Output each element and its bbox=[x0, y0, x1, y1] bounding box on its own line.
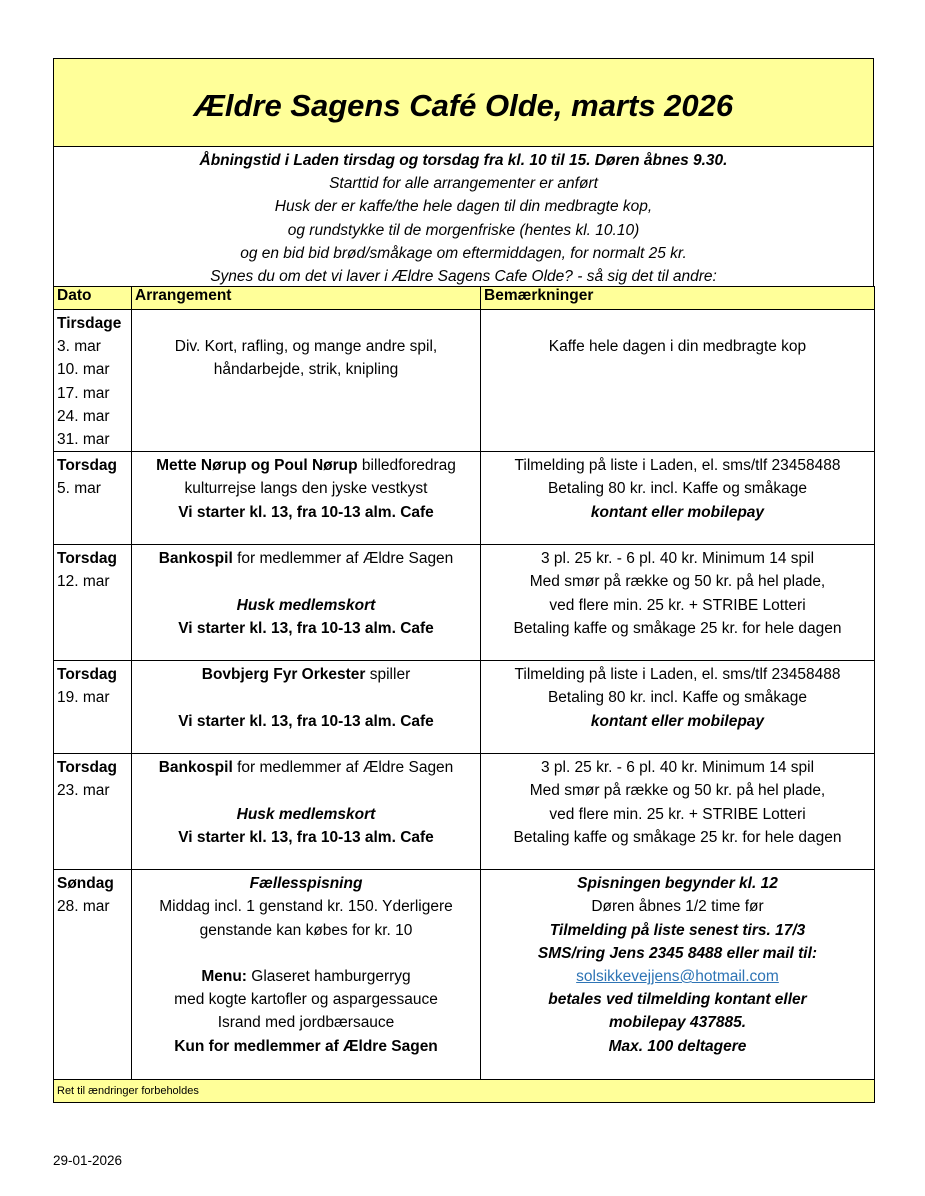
weekday: Søndag bbox=[57, 875, 114, 893]
weekday: Tirsdage bbox=[57, 315, 122, 332]
arrangement-text: Glaseret hamburgerryg bbox=[246, 968, 411, 986]
remark-text: Tilmelding på liste i Laden, el. sms/tlf 23458488 bbox=[514, 666, 841, 684]
date: 10. mar bbox=[57, 361, 110, 379]
footer-row bbox=[54, 1080, 875, 1103]
document-date: 29-01-2026 bbox=[53, 1153, 123, 1168]
arrangement-text: for medlemmer af Ældre Sagen bbox=[232, 550, 454, 568]
remark-text: Max. 100 deltagere bbox=[608, 1037, 747, 1055]
arrangement-text: for medlemmer af Ældre Sagen bbox=[232, 759, 454, 777]
start-time: Vi starter kl. 13, fra 10-13 alm. Cafe bbox=[178, 712, 434, 730]
remark-text: Med smør på række og 50 kr. på hel plade, bbox=[529, 782, 826, 800]
arrangement-cell bbox=[132, 452, 481, 545]
table-row bbox=[54, 545, 875, 661]
event-name: Fællesspisning bbox=[249, 875, 363, 893]
program-sheet bbox=[53, 58, 874, 1103]
arrangement-text: Husk medlemskort bbox=[236, 805, 376, 823]
arrangement-text: Isrand med jordbærsauce bbox=[217, 1014, 395, 1032]
remarks-cell bbox=[481, 310, 875, 452]
date-cell bbox=[54, 545, 132, 661]
arrangement-text: kulturrejse langs den jyske vestkyst bbox=[184, 480, 428, 498]
start-time: Vi starter kl. 13, fra 10-13 alm. Cafe bbox=[178, 503, 434, 521]
remarks-cell bbox=[481, 661, 875, 754]
remarks-cell bbox=[481, 452, 875, 545]
remark-text: Betaling 80 kr. incl. Kaffe og småkage bbox=[547, 689, 808, 707]
arrangement-text: Middag incl. 1 genstand kr. 150. Yderligere bbox=[159, 898, 453, 916]
arrangement-text: håndarbejde, strik, knipling bbox=[213, 361, 399, 379]
date: 24. mar bbox=[57, 407, 110, 425]
remark-text: 3 pl. 25 kr. - 6 pl. 40 kr. Minimum 14 spil bbox=[540, 759, 815, 777]
remark-text: kontant eller mobilepay bbox=[590, 503, 765, 521]
arrangement-cell bbox=[132, 870, 481, 1080]
remark-text: Tilmelding på liste i Laden, el. sms/tlf 23458488 bbox=[514, 457, 841, 475]
date-cell bbox=[54, 452, 132, 545]
date-cell bbox=[54, 661, 132, 754]
event-name: Bovbjerg Fyr Orkester bbox=[201, 666, 366, 684]
table-row bbox=[54, 870, 875, 1080]
event-name: Mette Nørup og Poul Nørup bbox=[156, 457, 358, 475]
arrangement-text: Kun for medlemmer af Ældre Sagen bbox=[174, 1037, 438, 1055]
remark-text: Med smør på række og 50 kr. på hel plade, bbox=[529, 573, 826, 591]
remark-text: 3 pl. 25 kr. - 6 pl. 40 kr. Minimum 14 spil bbox=[540, 550, 815, 568]
arrangement-text: Div. Kort, rafling, og mange andre spil, bbox=[174, 338, 438, 355]
date: 28. mar bbox=[57, 898, 110, 916]
table-header-row bbox=[54, 287, 875, 310]
arrangement-text: genstande kan købes for kr. 10 bbox=[199, 921, 413, 939]
remark-text: kontant eller mobilepay bbox=[590, 712, 765, 730]
weekday: Torsdag bbox=[57, 759, 117, 777]
date: 3. mar bbox=[57, 338, 101, 356]
page-title: Ældre Sagens Café Olde, marts 2026 bbox=[193, 87, 734, 123]
opening-hours: Åbningstid i Laden tirsdag og torsdag fra kl. 10 til 15. Døren åbnes 9.30. bbox=[199, 152, 728, 169]
table-row bbox=[54, 754, 875, 870]
col-header-arrangement: Arrangement bbox=[132, 287, 481, 310]
menu-label: Menu: bbox=[201, 968, 247, 986]
col-header-bemaerkninger: Bemærkninger bbox=[481, 287, 875, 310]
date-cell bbox=[54, 754, 132, 870]
arrangement-text: med kogte kartofler og aspargessauce bbox=[174, 991, 438, 1009]
start-time: Vi starter kl. 13, fra 10-13 alm. Cafe bbox=[178, 828, 434, 846]
remark-text: Betaling kaffe og småkage 25 kr. for hele dagen bbox=[513, 619, 842, 637]
date: 17. mar bbox=[57, 384, 110, 402]
email-link[interactable]: solsikkevejjens@hotmail.com bbox=[576, 968, 779, 986]
arrangement-text: billedforedrag bbox=[357, 457, 456, 475]
date: 12. mar bbox=[57, 573, 110, 591]
remark-text: Tilmelding på liste senest tirs. 17/3 bbox=[549, 921, 806, 939]
table-row bbox=[54, 661, 875, 754]
table-row bbox=[54, 452, 875, 545]
remarks-cell bbox=[481, 870, 875, 1080]
intro-line: Synes du om det vi laver i Ældre Sagens Cafe Olde? - så sig det til andre: bbox=[210, 268, 717, 286]
date: 19. mar bbox=[57, 689, 110, 707]
date: 23. mar bbox=[57, 782, 110, 800]
arrangement-cell bbox=[132, 661, 481, 754]
table-row bbox=[54, 310, 875, 452]
remark-text: Betaling kaffe og småkage 25 kr. for hele dagen bbox=[513, 828, 842, 846]
intro-line: og en bid bid brød/småkage om eftermiddagen, for normalt 25 kr. bbox=[240, 244, 687, 262]
date-cell bbox=[54, 310, 132, 452]
remark-text: ved flere min. 25 kr. + STRIBE Lotteri bbox=[549, 596, 806, 614]
start-time: Vi starter kl. 13, fra 10-13 alm. Cafe bbox=[178, 619, 434, 637]
intro-line: Husk der er kaffe/the hele dagen til din medbragte kop, bbox=[274, 198, 653, 216]
col-header-dato: Dato bbox=[54, 287, 132, 310]
arrangement-text: spiller bbox=[365, 666, 411, 684]
date-cell bbox=[54, 870, 132, 1080]
remark-text: Spisningen begynder kl. 12 bbox=[577, 875, 778, 893]
arrangement-cell bbox=[132, 545, 481, 661]
remark-text: Betaling 80 kr. incl. Kaffe og småkage bbox=[547, 480, 808, 498]
title-banner bbox=[53, 58, 874, 147]
remark-text: mobilepay 437885. bbox=[609, 1014, 746, 1032]
weekday: Torsdag bbox=[57, 457, 117, 475]
footer-note: Ret til ændringer forbeholdes bbox=[54, 1080, 875, 1103]
remarks-cell bbox=[481, 545, 875, 661]
weekday: Torsdag bbox=[57, 666, 117, 684]
date: 31. mar bbox=[57, 431, 110, 449]
remark-text: ved flere min. 25 kr. + STRIBE Lotteri bbox=[549, 805, 806, 823]
date: 5. mar bbox=[57, 480, 101, 498]
arrangement-text: Husk medlemskort bbox=[236, 596, 376, 614]
remark-text: betales ved tilmelding kontant eller bbox=[548, 991, 807, 1009]
schedule-table bbox=[53, 286, 875, 1103]
remarks-cell bbox=[481, 754, 875, 870]
arrangement-cell bbox=[132, 754, 481, 870]
intro-line: og rundstykke til de morgenfriske (hentes kl. 10.10) bbox=[287, 221, 640, 239]
remark-text: SMS/ring Jens 2345 8488 eller mail til: bbox=[537, 944, 818, 962]
remark-text: Døren åbnes 1/2 time før bbox=[591, 898, 764, 916]
remark-text: Kaffe hele dagen i din medbragte kop bbox=[548, 338, 807, 355]
event-name: Bankospil bbox=[158, 550, 233, 568]
intro-line: Starttid for alle arrangementer er anført bbox=[329, 175, 598, 193]
event-name: Bankospil bbox=[158, 759, 233, 777]
weekday: Torsdag bbox=[57, 550, 117, 568]
intro-section bbox=[53, 147, 874, 286]
arrangement-cell bbox=[132, 310, 481, 452]
